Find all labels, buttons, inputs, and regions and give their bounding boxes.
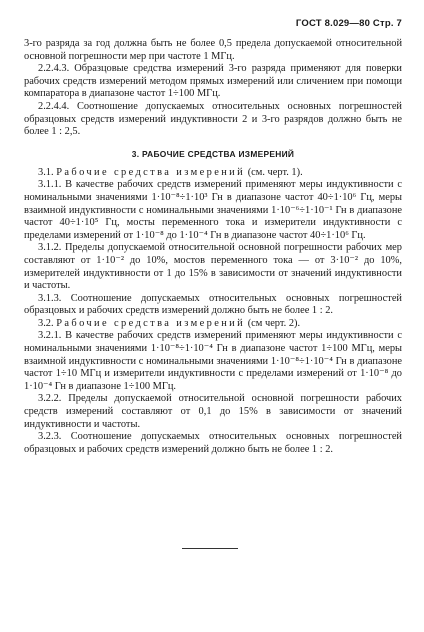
clause-reference: (см. черт. 1). (247, 166, 303, 178)
paragraph-2-2-4-4: 2.2.4.4. Соотношение допускаемых относительных основных погрешностей образцовых средств измерений индуктивности 2 и 3-го разрядов должно быть не более 1 : 2,5. (24, 100, 402, 138)
end-rule (182, 548, 238, 549)
paragraph-3-2-2: 3.2.2. Пределы допускаемой относительной основной погрешности рабочих средств измерений составляют от 0,1 до 15% в зависимости от значений индуктивности и частоты. (24, 393, 402, 430)
page-header: ГОСТ 8.029—80 Стр. 7 (295, 18, 402, 29)
paragraph-3-1-1: 3.1.1. В качестве рабочих средств измерений применяют меры индуктивности с номинальными значениями 1·10⁻⁸÷1·10³ Гн в диапазоне частот 40÷1·10⁶ Гц, меры взаимной индуктивности с номинальными значениями 1·10⁻⁶÷1·10⁻¹ Гн в диапазоне частот 40÷1·10⁵ Гц, мосты переменного тока и измерители индуктивности с пределами измерений от 1·10⁻⁸ до 1·10⁻⁴ Гн в диапазоне частот 40÷1·10⁶ Гц. (24, 179, 402, 241)
paragraph-3-1-3: 3.1.3. Соотношение допускаемых относительных основных погрешностей образцовых и рабочих средств измерений должно быть не более 1 : 2. (24, 292, 402, 317)
paragraph-3-1 (24, 167, 402, 180)
paragraph-3-1-2: 3.1.2. Пределы допускаемой относительной основной погрешности рабочих мер составляют от 1·10⁻² до 10%, мостов переменного тока — от 3·10⁻² до 10%, измерителей индуктивности от 1 до 15% в зависимости от значений индуктивности и частоты. (24, 242, 402, 292)
clause-number: 3.1. (38, 166, 54, 178)
clause-reference: (см черт. 2). (247, 317, 301, 329)
paragraph-2-2-4-3: 2.2.4.3. Образцовые средства измерений 3-го разряда применяют для поверки рабочих средств измерений методом прямых измерений или сличением при помощи компаратора в диапазоне частот 1÷100 МГц. (24, 63, 402, 100)
section-title: 3. РАБОЧИЕ СРЕДСТВА ИЗМЕРЕНИЙ (131, 148, 295, 159)
paragraph-3-2 (24, 318, 402, 331)
spaced-heading: Рабочие средства измерений (56, 166, 246, 178)
paragraph-3-2-3: 3.2.3. Соотношение допускаемых относительных основных погрешностей образцовых и рабочих средств измерений должно быть не более 1 : 2. (24, 431, 402, 455)
spaced-heading: Рабочие средства измерений (56, 317, 246, 329)
clause-number: 3.2. (38, 317, 54, 329)
paragraph-continuation: 3-го разряда за год должна быть не более 0,5 предела допускаемой относительной основной погрешности мер при частоте 1 МГц. (24, 38, 402, 62)
paragraph-3-2-1: 3.2.1. В качестве рабочих средств измерений применяют меры индуктивности с номинальными значениями 1·10⁻⁸÷1·10⁻⁴ Гн в диапазоне частот 1÷100 МГц, меры взаимной индуктивности с номинальными значениями 1·10⁻⁸÷1·10⁻⁴ Гн в диапазоне частот 1÷10 МГц и измерители индуктивности с пределами измерений от 1·10⁻⁸ до 1·10⁻⁴ Гн в диапазоне 1÷100 МГц. (24, 330, 402, 392)
